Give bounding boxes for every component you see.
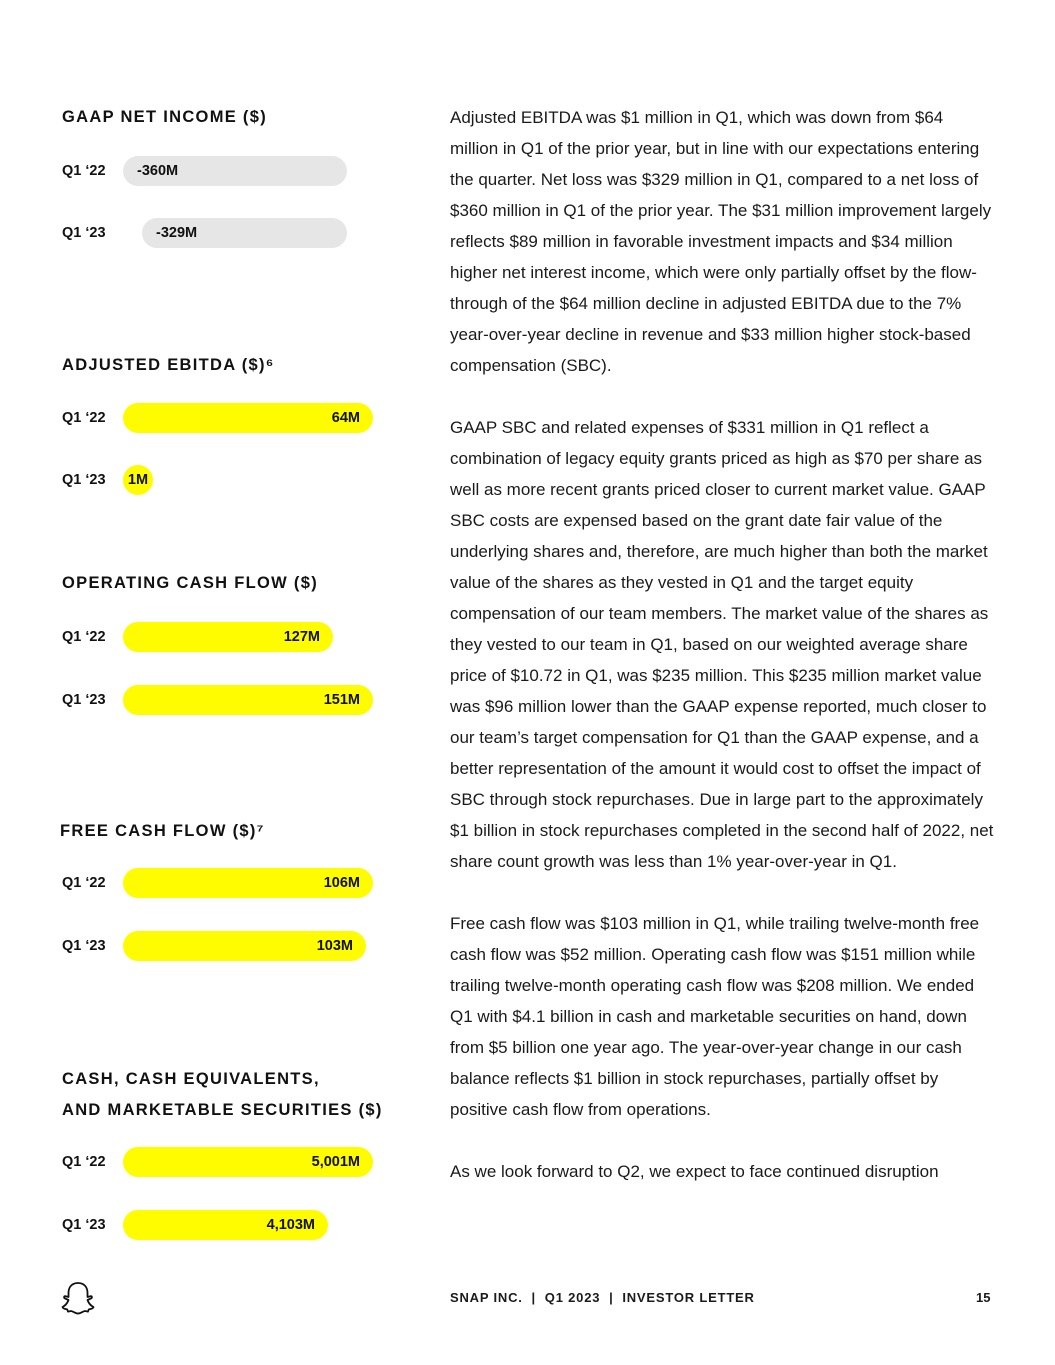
row-label-q1-23: Q1 ‘23 <box>62 225 106 241</box>
paragraph: As we look forward to Q2, we expect to face continued disruption <box>450 1162 939 1181</box>
paragraph: GAAP SBC and related expenses of $331 million in Q1 reflect a combination of legacy equity grants priced as high as $70 per share as well as more recent grants priced closer to current market value. GAAP SBC costs are expensed based on the grant date fair value of the underlying shares and, therefore, are much higher than both the market value of the shares as they vested in Q1 and the target equity compensation of our team members. The market value of the shares as they vested to our team in Q1, based on our weighted average share price of $10.72 in Q1, was $235 million. This $235 million market value was $96 million lower than the GAAP expense reported, much closer to our team’s target compensation for Q1 than the GAAP expense, and a better representation of the amount it would cost to offset the impact of SBC through stock repurchases. Due in large part to the approximately $1 billion in stock repurchases completed in the second half of 2022, net share count growth was less than 1% year-over-year in Q1. <box>450 418 994 871</box>
paragraph: Adjusted EBITDA was $1 million in Q1, which was down from $64 million in Q1 of the prior year, but in line with our expectations entering the quarter. Net loss was $329 million in Q1, compared to a net loss of $360 million in Q1 of the prior year. The $31 million improvement largely reflects $89 million in favorable investment impacts and $34 million higher net interest income, which were only partially offset by the flow-through of the $64 million decline in adjusted EBITDA due to the 7% year-over-year decline in revenue and $33 million higher stock-based compensation (SBC). <box>450 108 992 375</box>
row-label-q1-22: Q1 ‘22 <box>62 875 106 891</box>
footer-text: SNAP INC. | Q1 2023 | INVESTOR LETTER <box>450 1290 755 1305</box>
row-label-q1-22: Q1 ‘22 <box>62 410 106 426</box>
row-label-q1-23: Q1 ‘23 <box>62 472 106 488</box>
bar-q1-23: 103M <box>123 931 366 961</box>
chart-title-line-1: CASH, CASH EQUIVALENTS, <box>62 1070 320 1088</box>
bar-q1-22: 5,001M <box>123 1147 373 1177</box>
row-label-q1-22: Q1 ‘22 <box>62 163 106 179</box>
row-label-q1-23: Q1 ‘23 <box>62 692 106 708</box>
bar-q1-23: 1M <box>123 465 153 495</box>
bar-q1-23: 151M <box>123 685 373 715</box>
snapchat-ghost-icon <box>60 1280 96 1316</box>
row-label-q1-23: Q1 ‘23 <box>62 1217 106 1233</box>
row-label-q1-23: Q1 ‘23 <box>62 938 106 954</box>
bar-q1-22: -360M <box>123 156 347 186</box>
chart-title: OPERATING CASH FLOW ($) <box>62 574 319 592</box>
paragraph: Free cash flow was $103 million in Q1, while trailing twelve-month free cash flow was $52 million. Operating cash flow was $151 million while trailing twelve-month operating cash flow was $208 million. We ended Q1 with $4.1 billion in cash and marketable securities on hand, down from $5 billion one year ago. The year-over-year change in our cash balance reflects $1 billion in stock repurchases, partially offset by positive cash flow from operations. <box>450 914 980 1119</box>
bar-q1-22: 106M <box>123 868 373 898</box>
bar-q1-22: 64M <box>123 403 373 433</box>
chart-title-line-2: AND MARKETABLE SECURITIES ($) <box>62 1101 383 1119</box>
chart-title: FREE CASH FLOW ($)⁷ <box>60 822 265 840</box>
bar-q1-22: 127M <box>123 622 333 652</box>
row-label-q1-22: Q1 ‘22 <box>62 629 106 645</box>
chart-title: ADJUSTED EBITDA ($)⁶ <box>62 356 275 374</box>
body-text <box>450 102 995 1218</box>
bar-q1-23: 4,103M <box>123 1210 328 1240</box>
bar-q1-23: -329M <box>142 218 347 248</box>
chart-title: GAAP NET INCOME ($) <box>62 108 267 126</box>
row-label-q1-22: Q1 ‘22 <box>62 1154 106 1170</box>
page-number: 15 <box>976 1290 991 1305</box>
